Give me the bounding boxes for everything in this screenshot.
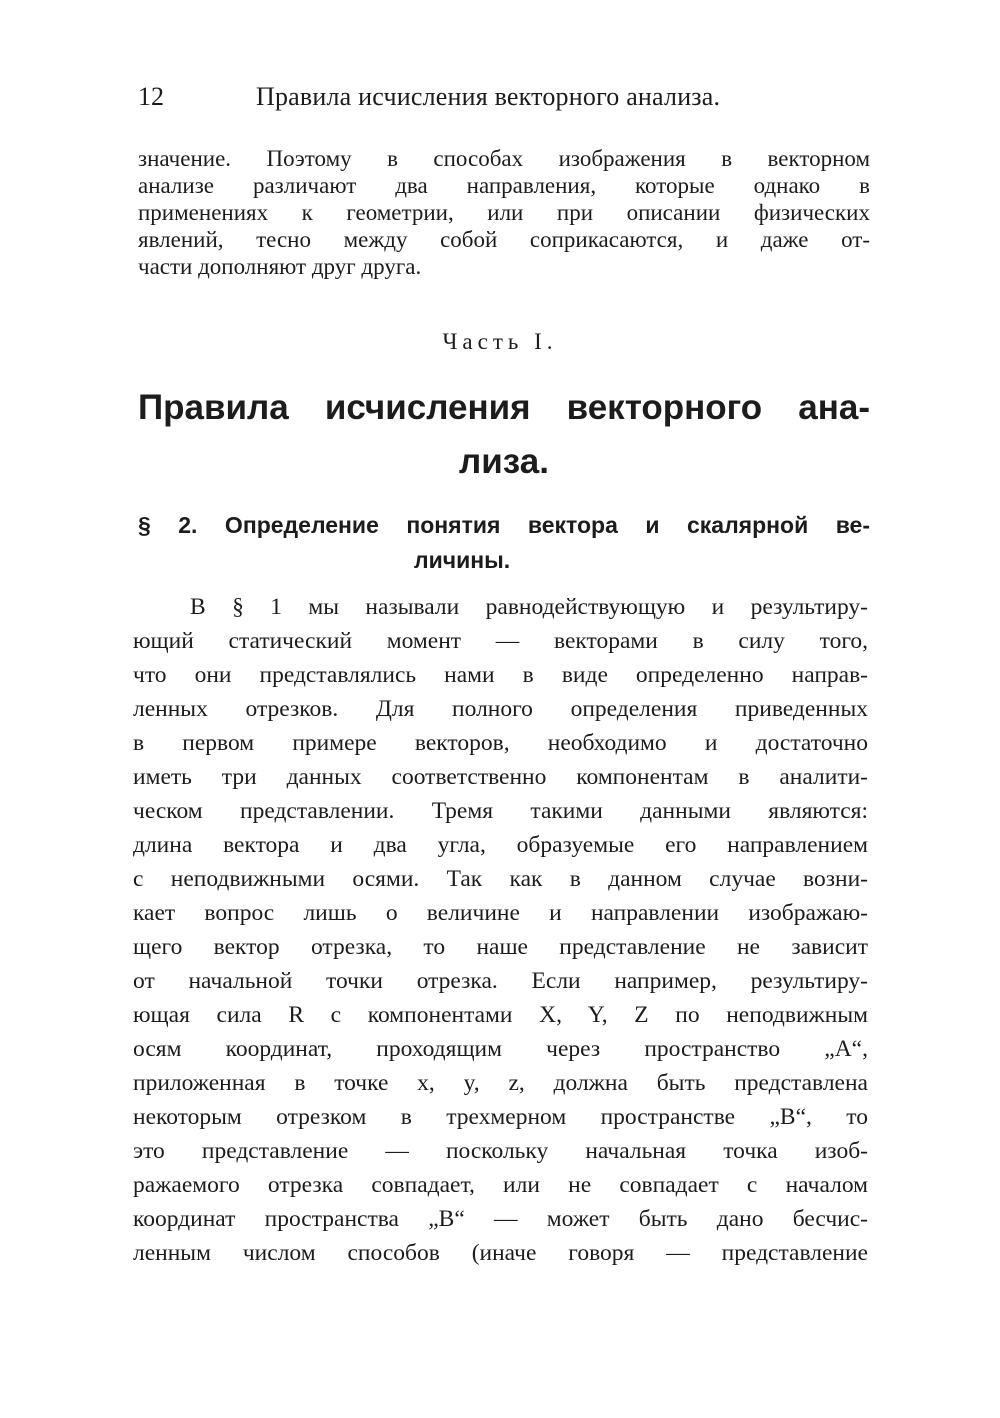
part-label: Часть I. [442,329,558,354]
text-line: осям координат, проходящим через пространство „A“, [133,1036,868,1062]
text-line: ческом представлении. Тремя такими данными являются: [133,798,868,824]
text-line: что они представлялись нами в виде определенно направ- [133,662,868,688]
chapter-title-line: Правила исчисления векторного ана- [138,388,870,427]
text-line: части дополняют друг друга. [138,254,422,279]
text-line: в первом примере векторов, необходимо и достаточно [133,730,868,756]
text-line: длина вектора и два угла, образуемые его направлением [133,832,868,858]
text-line: ленных отрезков. Для полного определения приведенных [133,696,868,722]
text-line: щего вектор отрезка, то наше представление не зависит [133,934,868,960]
running-title: Правила исчисления векторного анализа. [256,82,721,111]
text-line: некоторым отрезком в трехмерном пространстве „B“, то [133,1104,868,1130]
section-title-line: § 2. Определение понятия вектора и скалярной ве- [138,512,870,538]
text-line: анализе различают два направления, которые однако в [138,173,870,198]
text-line: координат пространства „B“ — может быть дано бесчис- [133,1206,868,1232]
text-line: применениях к геометрии, или при описании физических [138,200,870,225]
chapter-title-line: лиза. [459,442,549,481]
text-line: ражаемого отрезка совпадает, или не совпадает с началом [133,1172,868,1198]
text-line: ющий статический момент — векторами в силу того, [133,628,868,654]
text-line: от начальной точки отрезка. Если например, результиру- [133,968,868,994]
page-number: 12 [138,82,164,111]
text-line: кает вопрос лишь о величине и направлении изображаю- [133,900,868,926]
text-line: приложенная в точке x, y, z, должна быть представлена [133,1070,868,1096]
text-line: значение. Поэтому в способах изображения в векторном [138,146,870,171]
text-line: ющая сила R с компонентами X, Y, Z по неподвижным [133,1002,868,1028]
text-line: с неподвижными осями. Так как в данном случае возни- [133,866,868,892]
section-title-line: личины. [414,547,511,573]
text-line: В § 1 мы называли равнодействующую и результиру- [190,594,868,620]
text-line: явлений, тесно между собой соприкасаются, и даже от- [138,227,870,252]
text-line: ленным числом способов (иначе говоря — представление [133,1240,868,1266]
text-line: это представление — поскольку начальная точка изоб- [133,1138,868,1164]
text-line: иметь три данных соответственно компонентам в аналити- [133,764,868,790]
